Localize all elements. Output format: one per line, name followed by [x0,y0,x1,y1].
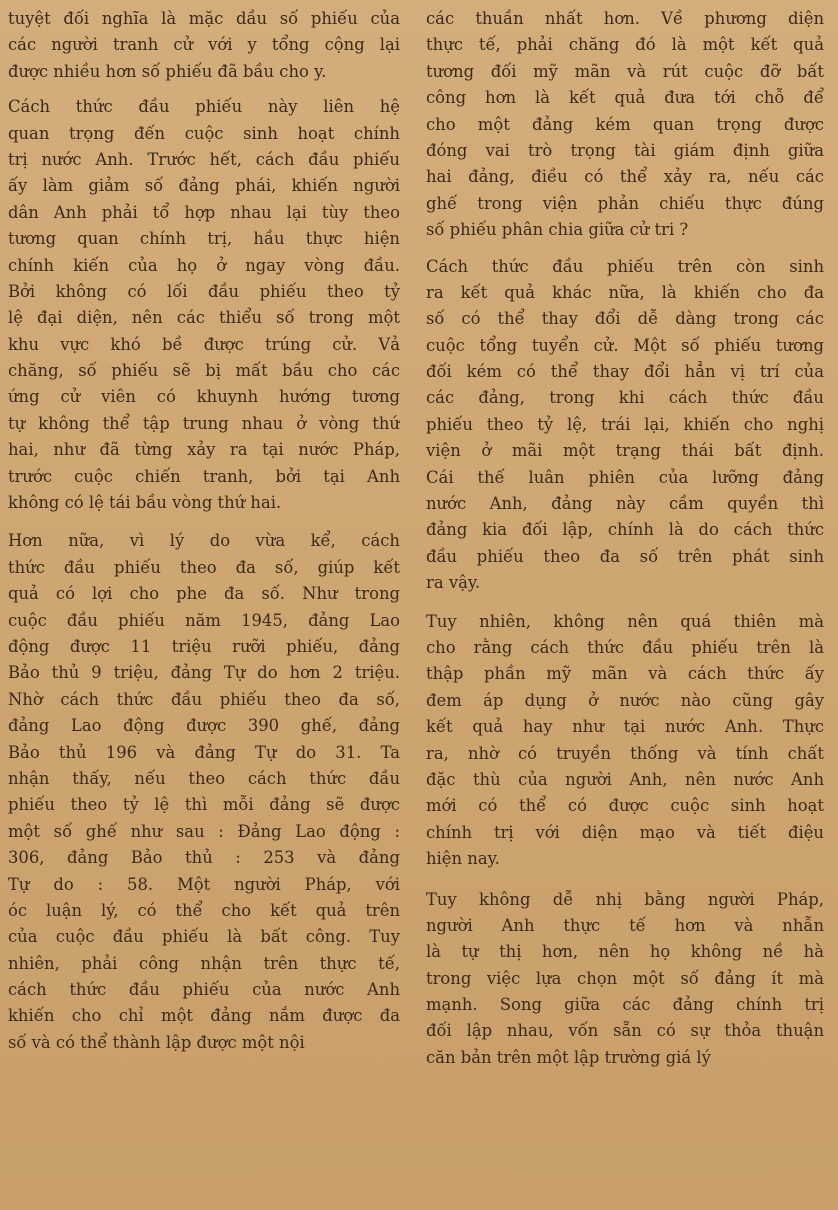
text-line: ấy làm giảm số đảng phái, khiến người [8,176,400,196]
paragraph [426,6,824,244]
text-line: tự không thể tập trung nhau ở vòng thứ [8,413,400,433]
text-line: mới có thể có được cuộc sinh hoạt [426,796,824,816]
text-line: Bảo thủ 196 và đảng Tự do 31. Ta [8,742,400,762]
text-line: kết quả hay như tại nước Anh. Thực [426,717,824,737]
text-line: thực tế, phải chăng đó là một kết quả [426,35,824,55]
text-line: hiện nay. [426,849,500,869]
text-line: được nhiều hơn số phiếu đã bầu cho y. [8,61,327,81]
text-line: mạnh. Song giữa các đảng chính trị [426,995,824,1015]
text-line: đóng vai trò trọng tài giám định giữa [426,140,824,160]
paragraph [426,254,824,597]
text-line: Nhờ cách thức đầu phiếu theo đa số, [8,689,400,709]
text-line: chăng, số phiếu sẽ bị mất bầu cho các [8,361,400,381]
text-line: cuộc tổng tuyển cử. Một số phiếu tương [426,335,824,355]
text-line: người Anh thực tế hơn và nhẫn [426,915,824,935]
text-line: trị nước Anh. Trước hết, cách đầu phiếu [8,149,400,169]
text-line: đặc thù của người Anh, nên nước Anh [426,769,824,789]
text-line: trong việc lựa chọn một số đảng ít mà [426,968,824,988]
text-line: thập phần mỹ mãn và cách thức ấy [426,664,824,684]
text-line: cuộc đầu phiếu năm 1945, đảng Lao [8,610,400,630]
paragraph-gap [426,244,824,254]
text-line: trước cuộc chiến tranh, bởi tại Anh [8,466,400,486]
text-line: phiếu theo tỷ lệ thì mỗi đảng sẽ được [8,795,400,815]
text-line: đối kém có thể thay đổi hẳn vị trí của [426,362,824,382]
paragraph [8,94,400,516]
paragraph-gap [426,597,824,609]
text-line: nhận thấy, nếu theo cách thức đầu [8,768,400,788]
text-line: dân Anh phải tổ hợp nhau lại tùy theo [8,202,400,222]
text-line: là tự thị hơn, nên họ không nề hà [426,942,824,962]
text-line: Tự do : 58. Một người Pháp, với [8,874,400,894]
text-line: đảng kia đối lập, chính là do cách thức [426,520,824,540]
text-line: không có lệ tái bầu vòng thứ hai. [8,493,282,513]
text-line: động được 11 triệu rưỡi phiếu, đảng [8,636,400,656]
text-line: cho một đảng kém quan trọng được [426,114,824,134]
paragraph [8,6,400,85]
text-line: ra vậy. [426,573,481,593]
text-line: số phiếu phân chia giữa cử tri ? [426,220,689,240]
text-line: Bảo thủ 9 triệu, đảng Tự do hơn 2 triệu. [8,663,400,683]
text-line: các người tranh cử với y tổng cộng lại [8,35,400,55]
text-line: óc luận lý, có thể cho kết quả trên [8,900,400,920]
text-line: cách thức đầu phiếu của nước Anh [8,980,400,1000]
text-line: công hơn là kết quả đưa tới chỗ để [426,88,824,108]
paragraph [426,609,824,873]
text-line: các thuần nhất hơn. Về phương diện [426,9,824,28]
text-line: khu vực khó bề được trúng cử. Vả [8,334,400,354]
text-line: căn bản trên một lập trường giá lý [426,1047,711,1067]
paragraph-gap [426,873,824,887]
text-line: quả có lợi cho phe đa số. Như trong [8,584,400,604]
text-line: Cái thế luân phiên của lưỡng đảng [426,467,824,487]
text-line: 306, đảng Bảo thủ : 253 và đảng [8,848,400,868]
paragraph-gap [8,516,400,528]
text-line: nước Anh, đảng này cầm quyền thì [426,494,824,514]
text-line: đầu phiếu theo đa số trên phát sinh [426,546,824,566]
text-line: đem áp dụng ở nước nào cũng gây [426,690,824,710]
text-line: nhiên, phải công nhận trên thực tế, [8,953,400,973]
paragraph [426,887,824,1072]
text-line: một số ghế như sau : Đảng Lao động : [8,821,400,841]
text-line: Cách thức đầu phiếu này liên hệ [8,97,400,117]
text-line: viện ở mãi một trạng thái bất định. [426,441,824,461]
text-line: Tuy nhiên, không nên quá thiên mà [426,611,824,631]
text-line: phiếu theo tỷ lệ, trái lại, khiến cho nghị [426,414,824,434]
text-line: hai, như đã từng xảy ra tại nước Pháp, [8,440,400,460]
text-line: khiến cho chỉ một đảng nắm được đa [8,1006,400,1026]
text-line: ra kết quả khác nữa, là khiến cho đa [426,282,824,302]
text-line: số và có thể thành lập được một nội [8,1032,305,1052]
paragraph-gap [8,85,400,94]
text-line: thức đầu phiếu theo đa số, giúp kết [8,557,400,577]
text-line: hai đảng, điều có thể xảy ra, nếu các [426,167,824,187]
text-line: cho rằng cách thức đầu phiếu trên là [426,637,824,657]
text-line: đối lập nhau, vốn sẵn có sự thỏa thuận [426,1021,824,1041]
text-line: ghế trong viện phản chiếu thực đúng [426,193,824,213]
text-line: chính trị với diện mạo và tiết điệu [426,822,824,842]
paragraph [8,528,400,1056]
text-line: Bởi không có lối đầu phiếu theo tỷ [8,281,400,301]
text-line: đảng Lao động được 390 ghế, đảng [8,716,400,736]
text-line: Hơn nữa, vì lý do vừa kể, cách [8,531,400,551]
left-text-column [8,6,400,1206]
text-line: chính kiến của họ ở ngay vòng đầu. [8,255,400,275]
text-line: số có thể thay đổi dễ dàng trong các [426,309,824,329]
right-text-column [426,6,824,1206]
text-line: tương quan chính trị, hầu thực hiện [8,229,400,249]
text-line: của cuộc đầu phiếu là bất công. Tuy [8,927,400,947]
text-line: ứng cử viên có khuynh hướng tương [8,387,400,407]
text-line: tương đối mỹ mãn và rút cuộc đỡ bất [426,61,824,81]
text-line: ra, nhờ có truyền thống và tính chất [426,743,824,763]
text-line: Tuy không dễ nhị bằng người Pháp, [426,889,824,909]
text-line: các đảng, trong khi cách thức đầu [426,388,824,408]
text-line: quan trọng đến cuộc sinh hoạt chính [8,123,400,143]
text-line: Cách thức đầu phiếu trên còn sinh [426,256,824,276]
text-line: lệ đại diện, nên các thiểu số trong một [8,308,400,328]
text-line: tuyệt đối nghĩa là mặc dầu số phiếu của [8,9,400,28]
